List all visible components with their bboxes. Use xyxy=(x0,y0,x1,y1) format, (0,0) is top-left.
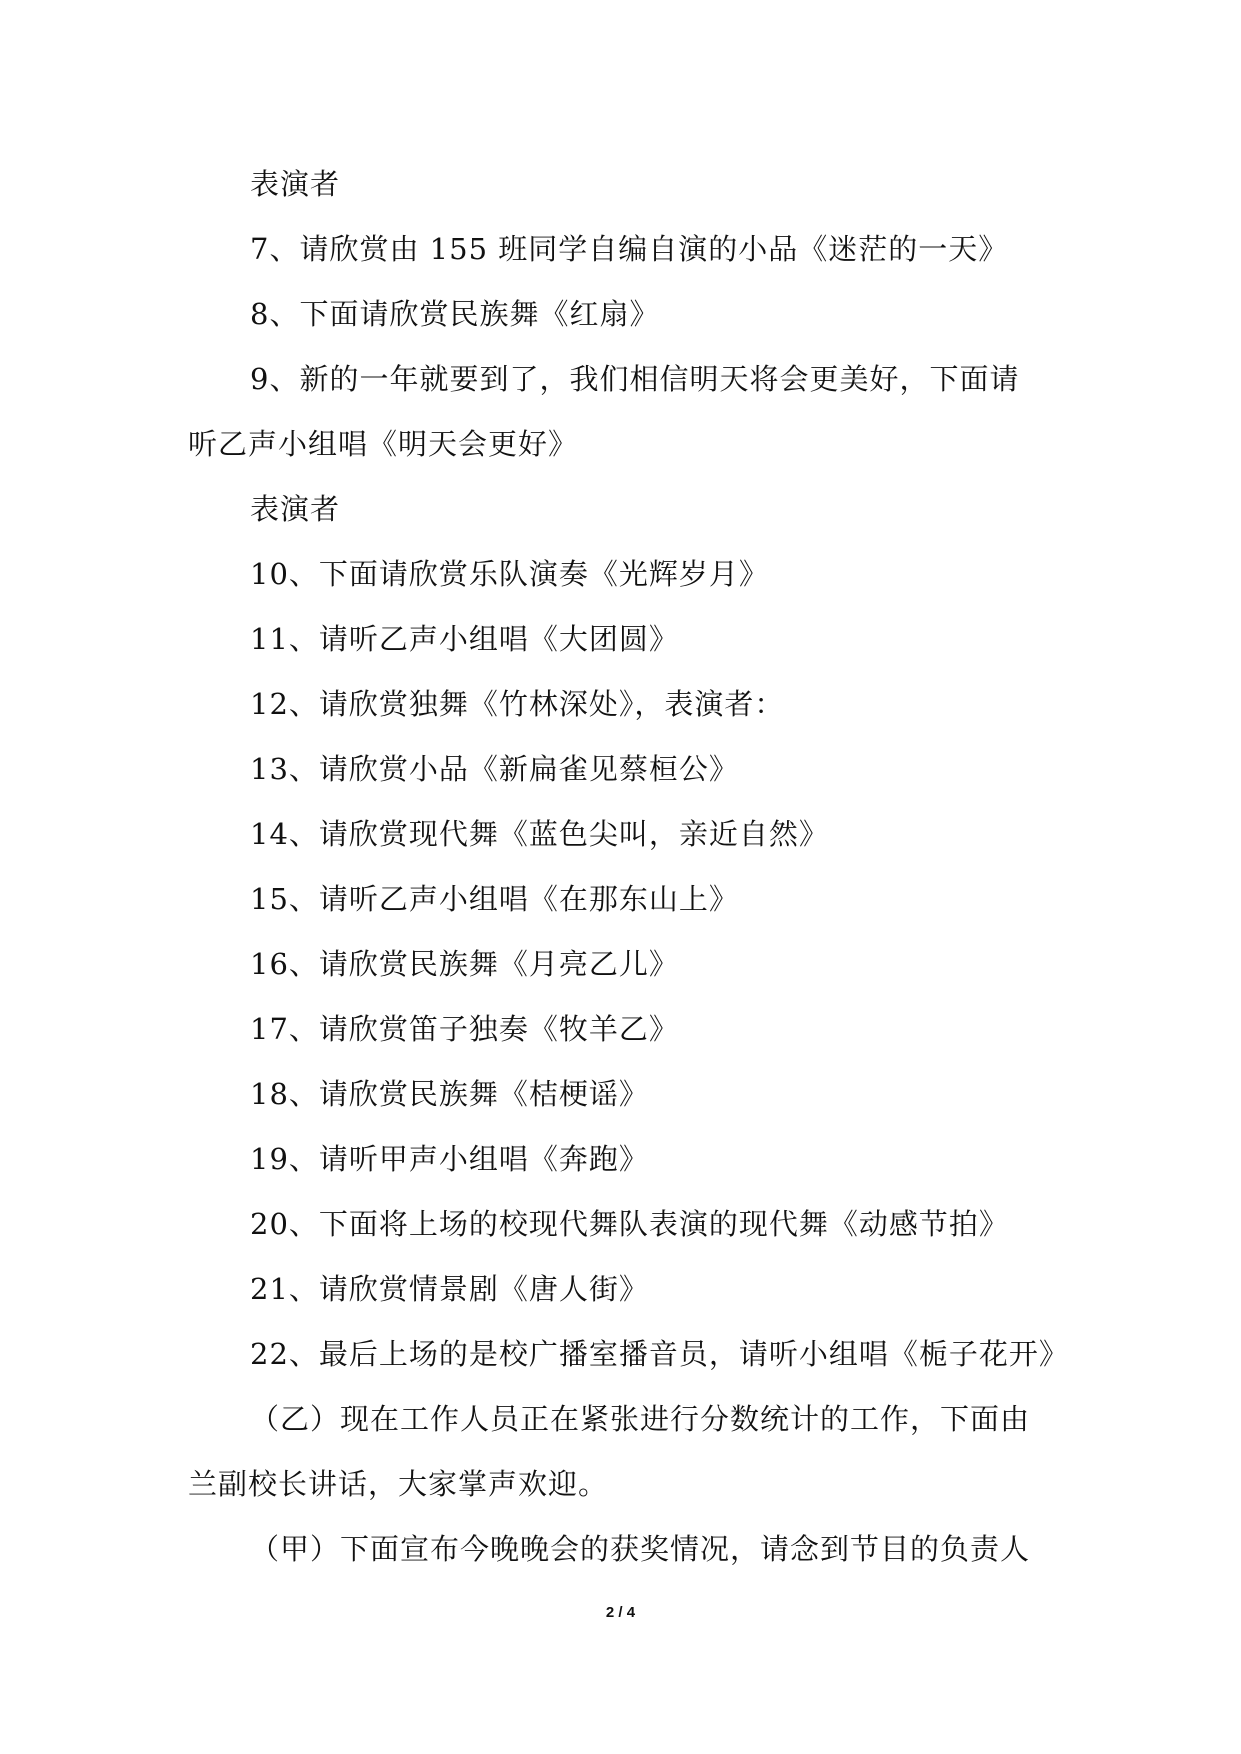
paragraph-line: （乙）现在工作人员正在紧张进行分数统计的工作，下面由 xyxy=(250,1402,1031,1436)
paragraph-line: 9、新的一年就要到了，我们相信明天将会更美好，下面请 xyxy=(250,362,1020,396)
paragraph-continuation-line: 兰副校长讲话，大家掌声欢迎。 xyxy=(188,1467,609,1501)
paragraph-line: 10、下面请欣赏乐队演奏《光辉岁月》 xyxy=(250,557,769,591)
paragraph-line: 7、请欣赏由 155 班同学自编自演的小品《迷茫的一天》 xyxy=(250,232,1009,266)
paragraph-line: 18、请欣赏民族舞《桔梗谣》 xyxy=(250,1077,649,1111)
paragraph-line: 表演者 xyxy=(250,167,341,201)
paragraph-line: 12、请欣赏独舞《竹林深处》，表演者： xyxy=(250,687,785,721)
paragraph-line: 11、请听乙声小组唱《大团圆》 xyxy=(250,622,679,656)
document-body xyxy=(188,152,1069,1582)
paragraph-continuation-line: 听乙声小组唱《明天会更好》 xyxy=(188,427,579,461)
paragraph-line: 8、下面请欣赏民族舞《红扇》 xyxy=(250,297,660,331)
paragraph-line: （甲）下面宣布今晚晚会的获奖情况，请念到节目的负责人 xyxy=(250,1532,1031,1566)
paragraph-line: 16、请欣赏民族舞《月亮乙儿》 xyxy=(250,947,679,981)
page-number: 2 / 4 xyxy=(605,1604,636,1621)
paragraph-line: 14、请欣赏现代舞《蓝色尖叫，亲近自然》 xyxy=(250,817,829,851)
paragraph-line: 表演者 xyxy=(250,492,341,526)
paragraph-line: 19、请听甲声小组唱《奔跑》 xyxy=(250,1142,649,1176)
paragraph-line: 22、最后上场的是校广播室播音员，请听小组唱《栀子花开》 xyxy=(250,1337,1069,1371)
paragraph-line: 21、请欣赏情景剧《唐人街》 xyxy=(250,1272,649,1306)
paragraph-line: 15、请听乙声小组唱《在那东山上》 xyxy=(250,882,739,916)
paragraph-line: 13、请欣赏小品《新扁雀见蔡桓公》 xyxy=(250,752,739,786)
paragraph-line: 17、请欣赏笛子独奏《牧羊乙》 xyxy=(250,1012,679,1046)
paragraph-line: 20、下面将上场的校现代舞队表演的现代舞《动感节拍》 xyxy=(250,1207,1009,1241)
